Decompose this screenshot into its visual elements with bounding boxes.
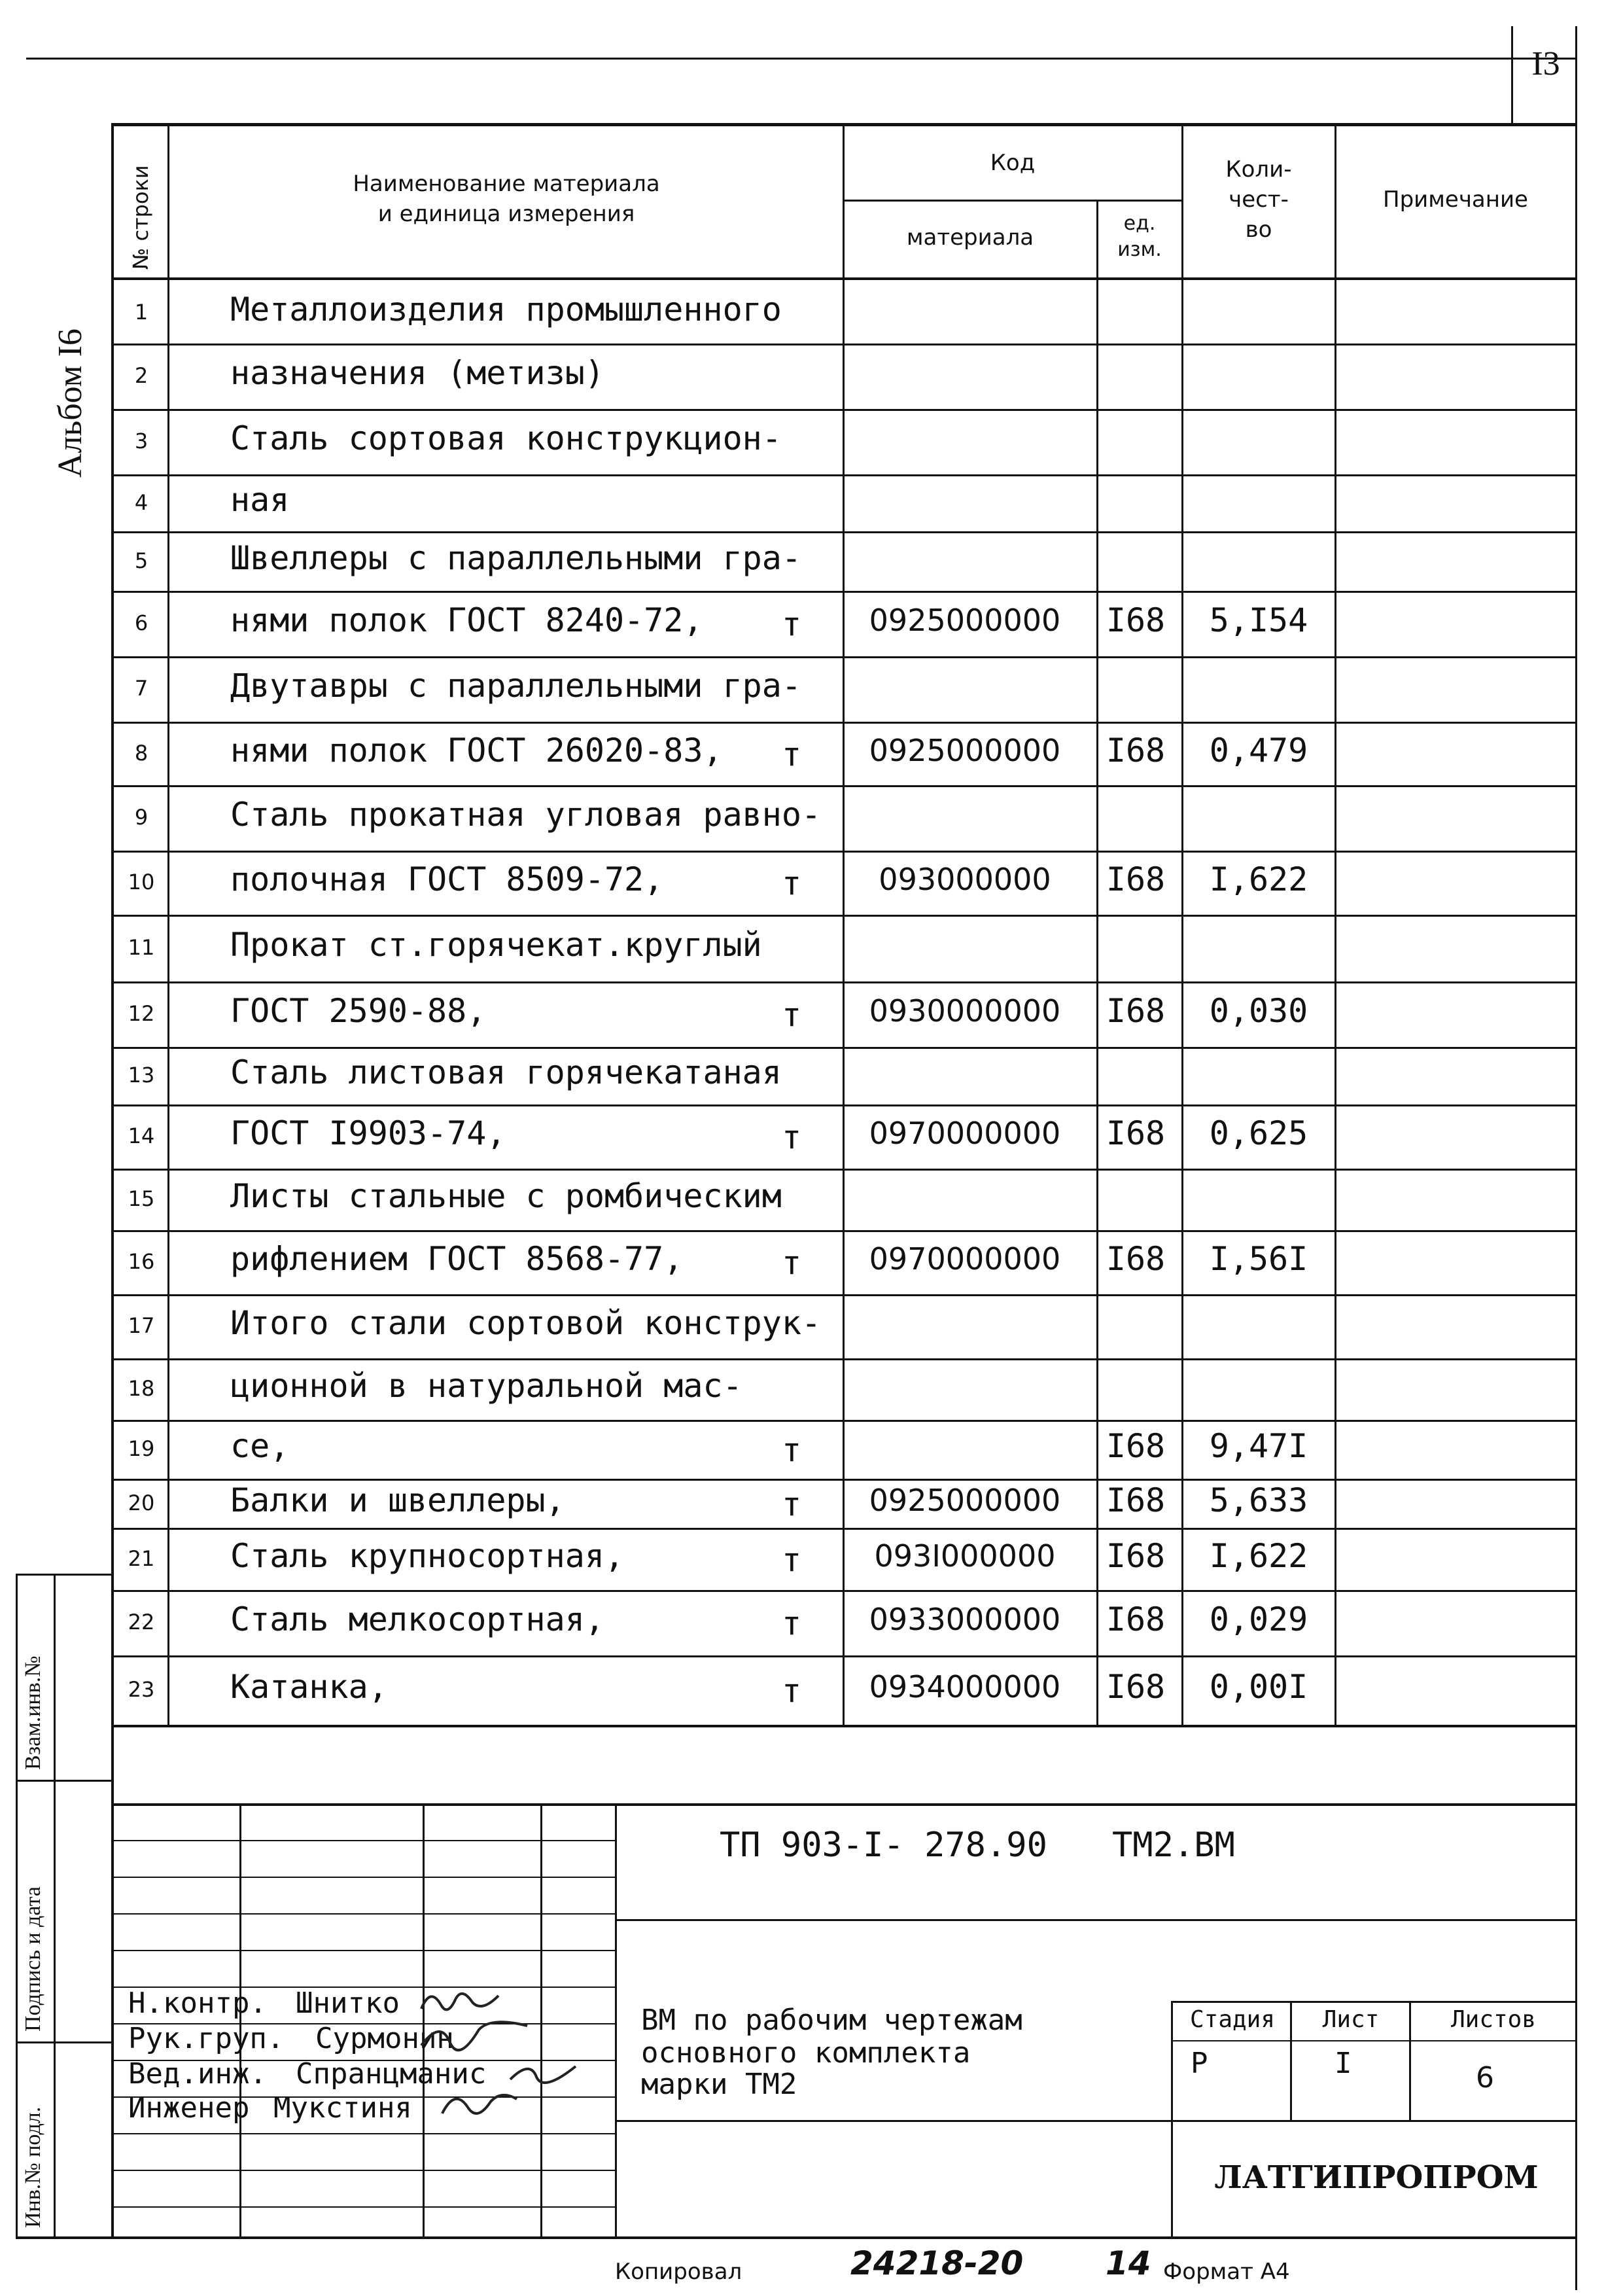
stamp-col-inner (54, 1574, 56, 2238)
material-name: полочная ГОСТ 8509-72, (230, 860, 664, 898)
material-name: Металлоизделия промышленного (230, 290, 782, 328)
stamp-top (16, 1574, 113, 1576)
tb-stage-left (1171, 2001, 1173, 2236)
row-rule (113, 1169, 1575, 1171)
header-qty-3: во (1245, 217, 1272, 243)
stamp-vzam-inv: Взам.инв.№ (21, 1655, 45, 1770)
row-rule (113, 409, 1575, 411)
unit-label: т (781, 1244, 802, 1282)
signer-name-4: Мукстиня (273, 2091, 412, 2125)
row-rule (113, 1047, 1575, 1049)
tb-stage-hdr (1171, 2040, 1575, 2041)
unit-label: т (781, 996, 802, 1034)
sheets-value: 6 (1476, 2061, 1494, 2094)
signer-role-2: Рук.груп. (128, 2022, 285, 2055)
unit-label: т (781, 1672, 802, 1710)
table-left (111, 123, 114, 2238)
doc-mark: ТМ2.ВМ (1112, 1826, 1235, 1865)
material-name: Сталь мелкосортная, (230, 1600, 604, 1638)
row-number: 6 (134, 610, 148, 635)
quantity: I,56I (1209, 1240, 1308, 1278)
row-rule (113, 1590, 1575, 1592)
unit-code: I68 (1106, 1668, 1166, 1706)
footer-copied: Копировал (615, 2259, 742, 2285)
header-qty-2: чест- (1229, 186, 1289, 213)
row-number: 1 (134, 299, 148, 325)
row-rule (113, 1655, 1575, 1657)
material-code: 0933000000 (869, 1602, 1061, 1637)
material-name: Катанка, (230, 1668, 388, 1706)
row-rule (113, 1420, 1575, 1422)
row-number: 3 (134, 429, 148, 453)
material-code: 0925000000 (869, 1482, 1061, 1518)
material-name: Сталь крупносортная, (230, 1536, 625, 1575)
tb-left-div (615, 1803, 617, 2236)
signer-name-2: Сурмонин (315, 2022, 454, 2055)
material-name: Балки и швеллеры, (230, 1481, 565, 1519)
sheet-value: I (1335, 2047, 1352, 2080)
quantity: 5,633 (1209, 1481, 1308, 1519)
row-number: 18 (128, 1376, 155, 1401)
sheet-label: Лист (1322, 2006, 1380, 2033)
row-number: 19 (128, 1436, 155, 1461)
row-rule (113, 1104, 1575, 1106)
row-number: 11 (128, 935, 155, 960)
row-number: 23 (128, 1677, 155, 1702)
album-label: Альбом I6 (52, 328, 89, 478)
signer-role-4: Инженер (128, 2091, 250, 2125)
title-line-1: ВМ по рабочим чертежам (641, 2004, 1022, 2037)
table-end (113, 1725, 1575, 1727)
material-name: Сталь сортовая конструкцион- (230, 419, 782, 457)
row-rule (113, 722, 1575, 724)
stamp-bottom (16, 2236, 1575, 2239)
tb-grid-h1 (113, 1840, 615, 1841)
material-code: 0925000000 (869, 732, 1061, 768)
row-rule (113, 1230, 1575, 1232)
sheet-number: I3 (1531, 45, 1560, 82)
stamp-inv-podl: Инв.№ подл. (21, 2106, 45, 2228)
header-row-no: № строки (128, 165, 153, 270)
stamp-col-outer (16, 1574, 18, 2238)
material-name: Швеллеры с параллельными гра- (230, 539, 801, 577)
material-name: ционной в натуральной мас- (230, 1367, 742, 1405)
material-name: Прокат ст.горячекат.круглый (230, 926, 762, 964)
organization: ЛАТГИПРОПРОМ (1214, 2159, 1539, 2196)
sheets-label: Листов (1450, 2006, 1537, 2033)
row-rule (113, 656, 1575, 658)
unit-code: I68 (1106, 1600, 1166, 1638)
col-line-4 (1181, 123, 1183, 1726)
row-rule (113, 785, 1575, 787)
row-number: 14 (128, 1123, 155, 1148)
material-code: 093000000 (879, 862, 1051, 897)
material-name: Итого стали сортовой конструк- (230, 1304, 822, 1342)
header-name-line2: и единица измерения (377, 201, 635, 227)
header-name-line1: Наименование материала (353, 171, 660, 197)
unit-code: I68 (1106, 1536, 1166, 1575)
row-rule (113, 474, 1575, 476)
quantity: I,622 (1209, 1536, 1308, 1575)
signer-role-1: Н.контр. (128, 1987, 267, 2020)
quantity: 9,47I (1209, 1427, 1308, 1465)
unit-code: I68 (1106, 731, 1166, 769)
row-rule (113, 531, 1575, 533)
row-number: 16 (128, 1249, 155, 1274)
row-number: 15 (128, 1186, 155, 1211)
right-border (1575, 26, 1577, 2290)
material-code: 093I000000 (874, 1538, 1056, 1574)
tb-stage-col2 (1409, 2001, 1411, 2120)
stage-value: Р (1191, 2047, 1208, 2080)
row-number: 5 (134, 548, 148, 573)
row-rule (113, 851, 1575, 853)
code-subdivider (844, 200, 1183, 202)
header-code-unit-1: ед. (1123, 212, 1156, 235)
tb-stage-top (1171, 2001, 1575, 2003)
unit-label: т (781, 864, 802, 902)
tb-grid-h2 (113, 1877, 615, 1878)
signer-name-1: Шнитко (296, 1987, 400, 2020)
row-number: 7 (134, 676, 148, 701)
tb-grid-h10 (113, 2170, 615, 2171)
unit-label: т (781, 735, 802, 773)
sheetno-box-left (1511, 26, 1513, 124)
tb-grid-h9 (113, 2133, 615, 2134)
tb-grid-h11 (113, 2206, 615, 2208)
material-name: назначения (метизы) (230, 354, 604, 392)
handwritten-signatures (419, 1983, 615, 2133)
row-number: 2 (134, 363, 148, 388)
material-code: 0930000000 (869, 993, 1061, 1029)
unit-label: т (781, 1485, 802, 1523)
stamp-podpis-data: Подпись и дата (21, 1886, 45, 2032)
material-name: Двутавры с параллельными гра- (230, 667, 801, 705)
stage-label: Стадия (1189, 2006, 1276, 2033)
title-line-3: марки ТМ2 (641, 2068, 797, 2101)
quantity: 0,030 (1209, 992, 1308, 1030)
header-note: Примечание (1383, 186, 1528, 213)
header-qty-1: Коли- (1225, 156, 1292, 183)
unit-code: I68 (1106, 601, 1166, 639)
row-rule (113, 981, 1575, 983)
row-number: 22 (128, 1610, 155, 1634)
col-line-5 (1335, 123, 1336, 1726)
title-line-2: основного комплекта (641, 2036, 971, 2070)
unit-code: I68 (1106, 1427, 1166, 1465)
unit-label: т (781, 1540, 802, 1579)
signer-name-3: Спранцманис (296, 2057, 487, 2091)
tb-grid-h4 (113, 1950, 615, 1951)
material-code: 0970000000 (869, 1241, 1061, 1277)
material-code: 0925000000 (869, 603, 1061, 638)
material-name: Сталь прокатная угловая равно- (230, 796, 822, 834)
quantity: 0,625 (1209, 1114, 1308, 1152)
unit-label: т (781, 1604, 802, 1642)
unit-code: I68 (1106, 1114, 1166, 1152)
row-rule (113, 1294, 1575, 1296)
tb-grid-h3 (113, 1913, 615, 1915)
unit-label: т (781, 1431, 802, 1469)
row-number: 8 (134, 740, 148, 766)
material-name: нями полок ГОСТ 26020-83, (230, 731, 723, 769)
material-name: ная (230, 480, 290, 519)
row-rule (113, 591, 1575, 593)
row-number: 4 (134, 489, 148, 515)
quantity: 5,I54 (1209, 601, 1308, 639)
material-name: ГОСТ I9903-74, (230, 1114, 506, 1152)
material-name: Листы стальные с ромбическим (230, 1177, 782, 1215)
row-rule (113, 915, 1575, 917)
row-rule (113, 1358, 1575, 1360)
material-code: 0970000000 (869, 1116, 1061, 1151)
stamp-div-1 (16, 1780, 113, 1782)
material-name: ГОСТ 2590-88, (230, 992, 487, 1030)
row-number: 21 (128, 1545, 155, 1571)
row-rule (113, 1528, 1575, 1530)
material-code: 0934000000 (869, 1669, 1061, 1704)
row-number: 13 (128, 1063, 155, 1087)
tb-stage-col1 (1290, 2001, 1292, 2120)
unit-label: т (781, 1118, 802, 1156)
header-code: Код (990, 150, 1036, 176)
top-border (26, 58, 1577, 60)
row-number: 20 (128, 1490, 155, 1515)
quantity: 0,479 (1209, 731, 1308, 769)
unit-code: I68 (1106, 1240, 1166, 1278)
unit-label: т (781, 605, 802, 643)
footer-copy-number: 24218-20 (850, 2244, 1024, 2282)
header-code-material: материала (906, 224, 1034, 251)
quantity: I,622 (1209, 860, 1308, 898)
col-line-1 (167, 123, 169, 1726)
material-name: нями полок ГОСТ 8240-72, (230, 601, 703, 639)
quantity: 0,00I (1209, 1668, 1308, 1706)
row-number: 17 (128, 1313, 155, 1338)
stamp-div-2 (16, 2041, 113, 2043)
unit-code: I68 (1106, 992, 1166, 1030)
material-name: Сталь листовая горячекатаная (230, 1053, 782, 1091)
quantity: 0,029 (1209, 1600, 1308, 1638)
signer-role-3: Вед.инж. (128, 2057, 267, 2091)
row-number: 9 (134, 805, 148, 830)
footer-format: Формат А4 (1163, 2259, 1290, 2285)
footer-copy-sub: 14 (1106, 2244, 1151, 2282)
unit-code: I68 (1106, 860, 1166, 898)
unit-code: I68 (1106, 1481, 1166, 1519)
tb-grid-v1 (239, 1803, 241, 2236)
header-code-unit-2: изм. (1117, 238, 1162, 261)
material-name: рифлением ГОСТ 8568-77, (230, 1240, 684, 1278)
row-number: 10 (128, 870, 155, 894)
doc-code: ТП 903-I- 278.90 (720, 1826, 1047, 1865)
tb-code-bottom (615, 1919, 1575, 1921)
tb-title-bottom (615, 2120, 1575, 2122)
row-number: 12 (128, 1001, 155, 1026)
row-rule (113, 344, 1575, 345)
material-name: се, (230, 1427, 290, 1465)
tb-top (113, 1803, 1575, 1806)
